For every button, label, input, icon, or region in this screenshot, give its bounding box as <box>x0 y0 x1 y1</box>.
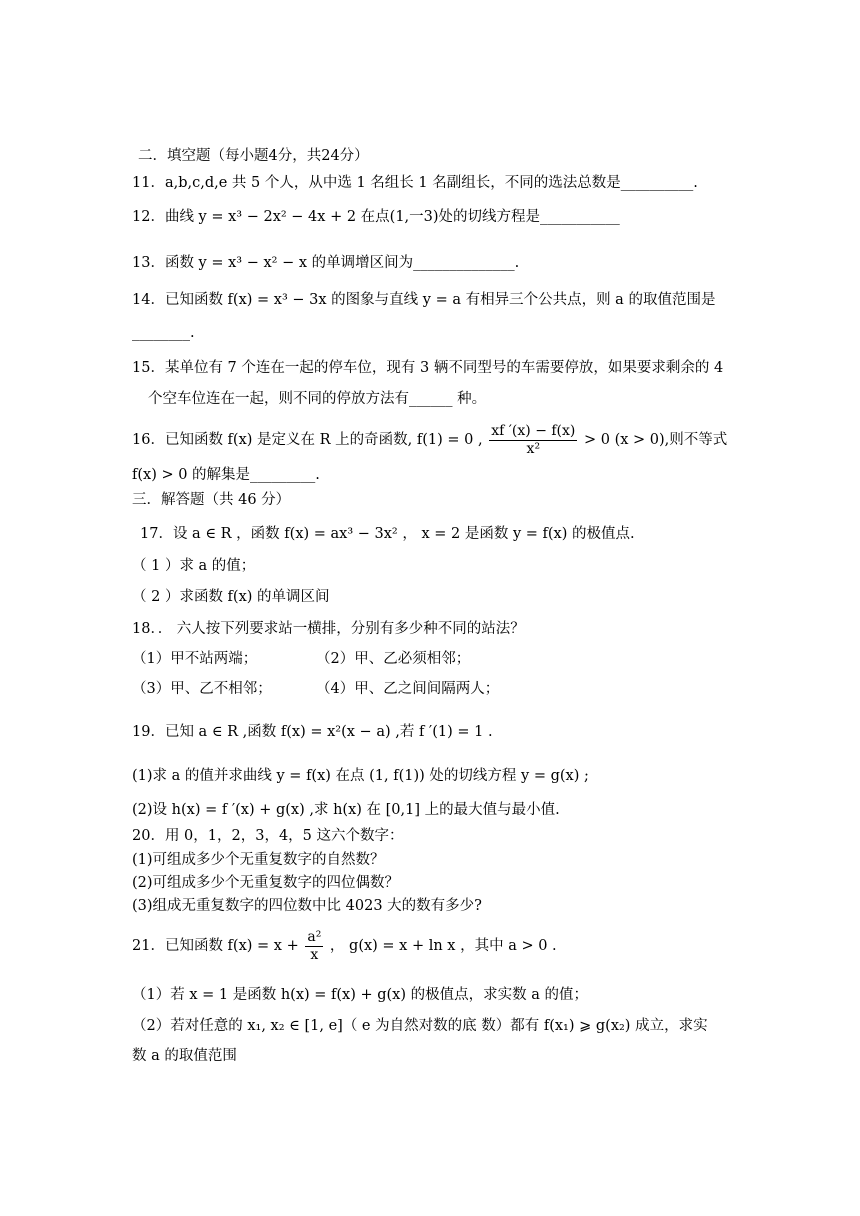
question-15-line-1: 15．某单位有 7 个连在一起的停车位，现有 3 辆不同型号的车需要停放，如果要求剩余的 4 <box>132 360 724 376</box>
question-17-part-2: （ 2 ）求函数 f(x) 的单调区间 <box>132 589 330 605</box>
question-16-line-2: f(x) > 0 的解集是_________. <box>132 467 320 483</box>
question-20-part-3: (3)组成无重复数字的四位数中比 4023 大的数有多少? <box>132 898 482 914</box>
question-16-fraction <box>489 423 577 458</box>
question-16-fraction-denominator: x² <box>526 440 541 457</box>
question-21-part-1: （1）若 x = 1 是函数 h(x) = f(x) + g(x) 的极值点，求实数 a 的值； <box>132 987 588 1003</box>
question-19: 19．已知 a ∈ R ,函数 f(x) = x²(x − a) ,若 f ′(1) = 1 . <box>132 724 493 740</box>
question-21-post: ， g(x) = x + ln x ，其中 a > 0 . <box>329 938 557 954</box>
question-19-part-1: (1)求 a 的值并求曲线 y = f(x) 在点 (1, f(1)) 处的切线方程 y = g(x) ; <box>132 768 589 784</box>
question-13: 13．函数 y = x³ − x² − x 的单调增区间为______________. <box>132 255 520 271</box>
question-16-line-1 <box>132 420 727 460</box>
question-19-part-2: (2)设 h(x) = f ′(x) + g(x) ,求 h(x) 在 [0,1] 上的最大值与最小值. <box>132 802 560 818</box>
question-16-fraction-numerator: xf ′(x) − f(x) <box>491 422 576 439</box>
question-16-post: > 0 (x > 0),则不等式 <box>584 432 728 448</box>
question-21-part-2-line-2: 数 a 的取值范围 <box>132 1048 237 1064</box>
question-12: 12．曲线 y = x³ − 2x² − 4x + 2 在点(1,一3)处的切线方程是___________ <box>132 209 620 225</box>
question-16-pre: 16．已知函数 f(x) 是定义在 R 上的奇函数, f(1) = 0 , <box>132 432 483 448</box>
question-14-line-2: ________. <box>132 325 195 341</box>
question-21-part-2-line-1: （2）若对任意的 x₁, x₂ ∈ [1, e]（ e 为自然对数的底 数）都有 f(x₁) ⩾ g(x₂) 成立，求实 <box>132 1018 708 1034</box>
question-18-option-4: （4）甲、乙之间间隔两人； <box>316 681 500 697</box>
section-3-heading: 三．解答题（共 46 分） <box>132 492 291 508</box>
question-11: 11．a,b,c,d,e 共 5 个人，从中选 1 名组长 1 名副组长，不同的选法总数是__________. <box>132 175 698 191</box>
question-18-option-1: （1）甲不站两端； <box>132 651 258 667</box>
question-21-pre: 21．已知函数 f(x) = x + <box>132 938 299 954</box>
question-20: 20．用 0，1，2，3，4，5 这六个数字： <box>132 828 404 844</box>
question-14-line-1: 14．已知函数 f(x) = x³ − 3x 的图象与直线 y = a 有相异三个公共点，则 a 的取值范围是 <box>132 292 716 308</box>
question-21-fraction <box>305 929 323 964</box>
question-21-fraction-numerator: a² <box>307 928 322 945</box>
question-18: 18．． 六人按下列要求站一横排，分别有多少种不同的站法？ <box>132 621 525 637</box>
question-21-fraction-denominator: x <box>310 946 319 963</box>
question-17: 17．设 a ∈ R ，函数 f(x) = ax³ − 3x² ， x = 2 是函数 y = f(x) 的极值点. <box>140 526 635 542</box>
question-18-option-2: （2）甲、乙必须相邻； <box>316 651 471 667</box>
section-2-heading: 二．填空题（每小题4分，共24分） <box>138 148 369 164</box>
question-20-part-2: (2)可组成多少个无重复数字的四位偶数？ <box>132 875 400 891</box>
question-17-part-1: （ 1 ）求 a 的值； <box>132 558 256 574</box>
question-20-part-1: (1)可组成多少个无重复数字的自然数？ <box>132 852 385 868</box>
question-15-line-2: 个空车位连在一起，则不同的停放方法有______ 种。 <box>148 391 487 407</box>
question-21-line-1 <box>132 924 557 968</box>
question-18-option-3: （3）甲、乙不相邻； <box>132 681 272 697</box>
